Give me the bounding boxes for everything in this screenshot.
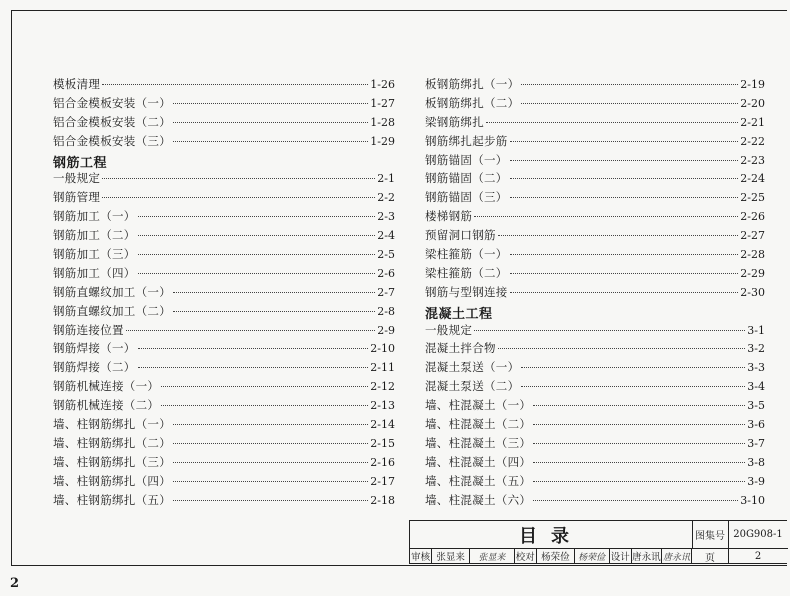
toc-entry-label: 钢筋与型钢连接 (425, 284, 508, 299)
toc-entry-label: 钢筋直螺纹加工（二） (53, 303, 171, 318)
toc-entry (425, 133, 765, 152)
toc-entry-page: 2-24 (740, 172, 765, 186)
toc-entry-page: 2-19 (740, 78, 765, 91)
toc-entry-label: 混凝土泵送（二） (425, 379, 520, 394)
toc-entry-page: 2-6 (377, 266, 395, 280)
toc-entry-page: 2-10 (370, 342, 395, 356)
toc-entry-page: 3-5 (747, 399, 765, 413)
toc-entry-label: 钢筋绑扎起步筋 (425, 133, 508, 148)
toc-entry (425, 454, 765, 473)
toc-leader-dots (138, 254, 376, 255)
toc-entry-page: 2-20 (740, 96, 765, 110)
toc-entry-label: 预留洞口钢筋 (425, 228, 496, 243)
toc-entry (53, 284, 395, 303)
design-label: 设计 (610, 548, 632, 564)
toc-leader-dots (486, 122, 738, 123)
toc-entry-page: 1-28 (370, 115, 395, 129)
toc-entry-page: 2-25 (740, 191, 765, 205)
toc-entry-page: 2-29 (740, 266, 765, 280)
check-name: 杨荣俭 (537, 548, 575, 564)
toc-entry (425, 284, 765, 303)
toc-leader-dots (521, 367, 745, 368)
toc-leader-dots (173, 462, 368, 463)
toc-entry (53, 170, 395, 189)
toc-entry (53, 359, 395, 378)
signature-row (410, 548, 692, 564)
toc-entry-label: 梁柱箍筋（一） (425, 247, 508, 262)
toc-entry-page: 2-7 (377, 285, 395, 299)
toc-leader-dots (102, 178, 375, 179)
toc-entry-label: 钢筋锚固（二） (425, 171, 508, 186)
toc-entry-page: 3-10 (740, 493, 765, 507)
toc-entry-label: 铝合金模板安装（三） (53, 133, 171, 148)
toc-entry-label: 墙、柱钢筋绑扎（一） (53, 417, 171, 432)
toc-entry-page: 3-2 (747, 342, 765, 356)
toc-entry-page: 2-15 (370, 436, 395, 450)
review-label: 审核 (410, 548, 432, 564)
toc-leader-dots (138, 367, 369, 368)
toc-entry-page: 3-7 (747, 436, 765, 450)
toc-entry-label: 钢筋加工（二） (53, 228, 136, 243)
toc-entry-label: 钢筋直螺纹加工（一） (53, 284, 171, 299)
toc-leader-dots (173, 292, 375, 293)
toc-entry-label: 墙、柱钢筋绑扎（三） (53, 454, 171, 469)
toc-entry-label: 板钢筋绑扎（一） (425, 77, 520, 91)
toc-entry-label: 钢筋加工（三） (53, 247, 136, 262)
toc-entry-label: 钢筋锚固（三） (425, 190, 508, 205)
toc-entry (53, 227, 395, 246)
toc-entry-label: 钢筋锚固（一） (425, 152, 508, 167)
toc-entry-label: 墙、柱混凝土（五） (425, 473, 532, 488)
toc-entry (53, 246, 395, 265)
toc-entry (53, 95, 395, 114)
atlas-number-value: 20G908-1 (728, 521, 788, 549)
toc-leader-dots (173, 141, 368, 142)
atlas-number-label: 图集号 (692, 521, 729, 549)
toc-entry-page: 2-12 (370, 380, 395, 394)
toc-leader-dots (173, 311, 375, 312)
design-signature: 唐永讯 (662, 548, 692, 564)
toc-entry-label: 梁钢筋绑扎 (425, 114, 484, 129)
toc-entry-page: 2-13 (370, 399, 395, 413)
toc-leader-dots (510, 141, 739, 142)
toc-entry-label: 一般规定 (425, 322, 473, 337)
toc-entry-label: 梁柱箍筋（二） (425, 265, 508, 280)
toc-entry-label: 混凝土工程 (425, 306, 493, 322)
toc-entry-label: 一般规定 (53, 171, 101, 186)
toc-entry (425, 95, 765, 114)
toc-entry-label: 楼梯钢筋 (425, 209, 473, 224)
toc-entry-page: 2-17 (370, 474, 395, 488)
title-block-title: 目录 (410, 521, 693, 549)
toc-leader-dots (138, 216, 376, 217)
toc-entry (425, 152, 765, 171)
toc-entry (53, 303, 395, 322)
review-name: 张显来 (432, 548, 470, 564)
toc-entry (425, 378, 765, 397)
toc-leader-dots (533, 443, 745, 444)
toc-entry-label: 钢筋焊接（二） (53, 360, 136, 375)
toc-leader-dots (173, 481, 368, 482)
toc-entry-label: 钢筋工程 (53, 155, 108, 171)
toc-entry-label: 混凝土泵送（一） (425, 360, 520, 375)
toc-entry-label: 钢筋机械连接（一） (53, 379, 160, 394)
toc-entry-page: 2-11 (370, 361, 395, 375)
toc-entry (53, 322, 395, 341)
toc-entry-page: 2-9 (377, 323, 395, 337)
toc-entry (53, 133, 395, 152)
toc-leader-dots (521, 103, 738, 104)
toc-entry-label: 钢筋连接位置 (53, 322, 124, 337)
toc-leader-dots (510, 160, 739, 161)
toc-entry-label: 墙、柱混凝土（六） (425, 492, 532, 507)
toc-entry-label: 钢筋加工（一） (53, 209, 136, 224)
toc-leader-dots (161, 386, 368, 387)
toc-leader-dots (138, 273, 376, 274)
toc-entry (53, 265, 395, 284)
toc-entry-page: 2-14 (370, 418, 395, 432)
toc-leader-dots (498, 235, 738, 236)
check-signature: 杨荣俭 (575, 548, 610, 564)
toc-entry-page: 2-1 (377, 172, 395, 186)
toc-entry-page: 3-1 (747, 323, 765, 337)
toc-entry-label: 钢筋加工（四） (53, 265, 136, 280)
toc-leader-dots (510, 254, 739, 255)
toc-entry (53, 397, 395, 416)
toc-entry-label: 铝合金模板安装（一） (53, 95, 171, 110)
toc-leader-dots (510, 273, 739, 274)
toc-entry-page: 3-4 (747, 380, 765, 394)
toc-leader-dots (173, 500, 368, 501)
toc-leader-dots (173, 122, 368, 123)
toc-entry-page: 1-27 (370, 96, 395, 110)
review-signature: 张显来 (470, 548, 515, 564)
toc-leader-dots (138, 348, 369, 349)
toc-entry (425, 265, 765, 284)
toc-entry-page: 2-27 (740, 229, 765, 243)
toc-entry-page: 2-5 (377, 248, 395, 262)
toc-leader-dots (533, 405, 745, 406)
toc-entry-page: 3-9 (747, 474, 765, 488)
toc-entry-page: 2-28 (740, 248, 765, 262)
toc-entry-label: 铝合金模板安装（二） (53, 114, 171, 129)
toc-entry-label: 混凝土拌合物 (425, 341, 496, 356)
toc-entry (53, 416, 395, 435)
toc-entry-label: 墙、柱混凝土（四） (425, 454, 532, 469)
toc-entry-page: 3-8 (747, 455, 765, 469)
toc-entry-label: 板钢筋绑扎（二） (425, 95, 520, 110)
toc-entry (53, 492, 395, 511)
toc-entry-page: 2-23 (740, 153, 765, 167)
toc-leader-dots (173, 443, 368, 444)
toc-leader-dots (474, 216, 738, 217)
toc-entry-page: 2-18 (370, 493, 395, 507)
toc-entry (53, 114, 395, 133)
toc-leader-dots (138, 235, 376, 236)
toc-entry (425, 170, 765, 189)
toc-leader-dots (521, 386, 745, 387)
toc-entry (425, 189, 765, 208)
toc-leader-dots (102, 197, 375, 198)
toc-entry (425, 397, 765, 416)
toc-entry (425, 322, 765, 341)
toc-entry-label: 钢筋焊接（一） (53, 341, 136, 356)
toc-entry-page: 1-29 (370, 134, 395, 148)
toc-entry (53, 208, 395, 227)
toc-leader-dots (533, 500, 738, 501)
toc-entry-page: 2-22 (740, 134, 765, 148)
toc-entry-page: 2-2 (377, 191, 395, 205)
toc-entry (425, 227, 765, 246)
toc-entry (53, 76, 395, 95)
toc-entry (53, 189, 395, 208)
toc-entry-label: 墙、柱钢筋绑扎（四） (53, 473, 171, 488)
toc-entry-page: 2-26 (740, 210, 765, 224)
toc-leader-dots (510, 178, 739, 179)
toc-entry (53, 378, 395, 397)
toc-entry (425, 208, 765, 227)
toc-entry (425, 435, 765, 454)
toc-entry (53, 454, 395, 473)
toc-leader-dots (533, 481, 745, 482)
toc-entry-label: 墙、柱混凝土（二） (425, 417, 532, 432)
toc-left-column (53, 76, 395, 510)
title-block (409, 520, 787, 564)
toc-entry-page: 3-3 (747, 361, 765, 375)
toc-entry-label: 墙、柱混凝土（三） (425, 435, 532, 450)
toc-entry-label: 墙、柱钢筋绑扎（二） (53, 435, 171, 450)
toc-entry-page: 2-30 (740, 285, 765, 299)
page-label: 页 (692, 548, 729, 564)
toc-leader-dots (102, 84, 368, 85)
toc-entry (425, 76, 765, 95)
toc-leader-dots (173, 103, 368, 104)
check-label: 校对 (515, 548, 537, 564)
toc-leader-dots (521, 84, 738, 85)
toc-leader-dots (173, 424, 368, 425)
toc-entry-page: 2-16 (370, 455, 395, 469)
toc-section-heading (425, 303, 765, 322)
toc-entry-page: 1-26 (370, 78, 395, 91)
toc-section-heading (53, 152, 395, 171)
toc-leader-dots (510, 292, 739, 293)
toc-entry (425, 492, 765, 511)
toc-entry (425, 114, 765, 133)
page-value: 2 (754, 550, 762, 562)
toc-entry-label: 钢筋机械连接（二） (53, 398, 160, 413)
toc-entry (53, 435, 395, 454)
toc-entry (425, 340, 765, 359)
toc-leader-dots (474, 330, 745, 331)
toc-leader-dots (126, 330, 375, 331)
toc-entry-page: 2-4 (377, 229, 395, 243)
toc-entry (53, 473, 395, 492)
toc-leader-dots (161, 405, 368, 406)
toc-entry-label: 墙、柱混凝土（一） (425, 398, 532, 413)
toc-entry-page: 2-8 (377, 304, 395, 318)
toc-entry-page: 2-21 (740, 115, 765, 129)
toc-leader-dots (510, 197, 739, 198)
toc-leader-dots (533, 462, 745, 463)
design-name: 唐永讯 (632, 548, 662, 564)
toc-entry (425, 359, 765, 378)
toc-leader-dots (533, 424, 745, 425)
toc-entry-label: 钢筋管理 (53, 190, 101, 205)
toc-entry-label: 墙、柱钢筋绑扎（五） (53, 492, 171, 507)
toc-entry (425, 416, 765, 435)
toc-entry (425, 473, 765, 492)
toc-right-column (425, 76, 765, 510)
toc-entry-page: 2-3 (377, 210, 395, 224)
toc-entry-page: 3-6 (747, 418, 765, 432)
toc-entry (425, 246, 765, 265)
toc-leader-dots (498, 348, 745, 349)
page-number: 2 (10, 576, 20, 591)
toc-entry (53, 340, 395, 359)
toc-entry-label: 模板清理 (53, 77, 101, 91)
